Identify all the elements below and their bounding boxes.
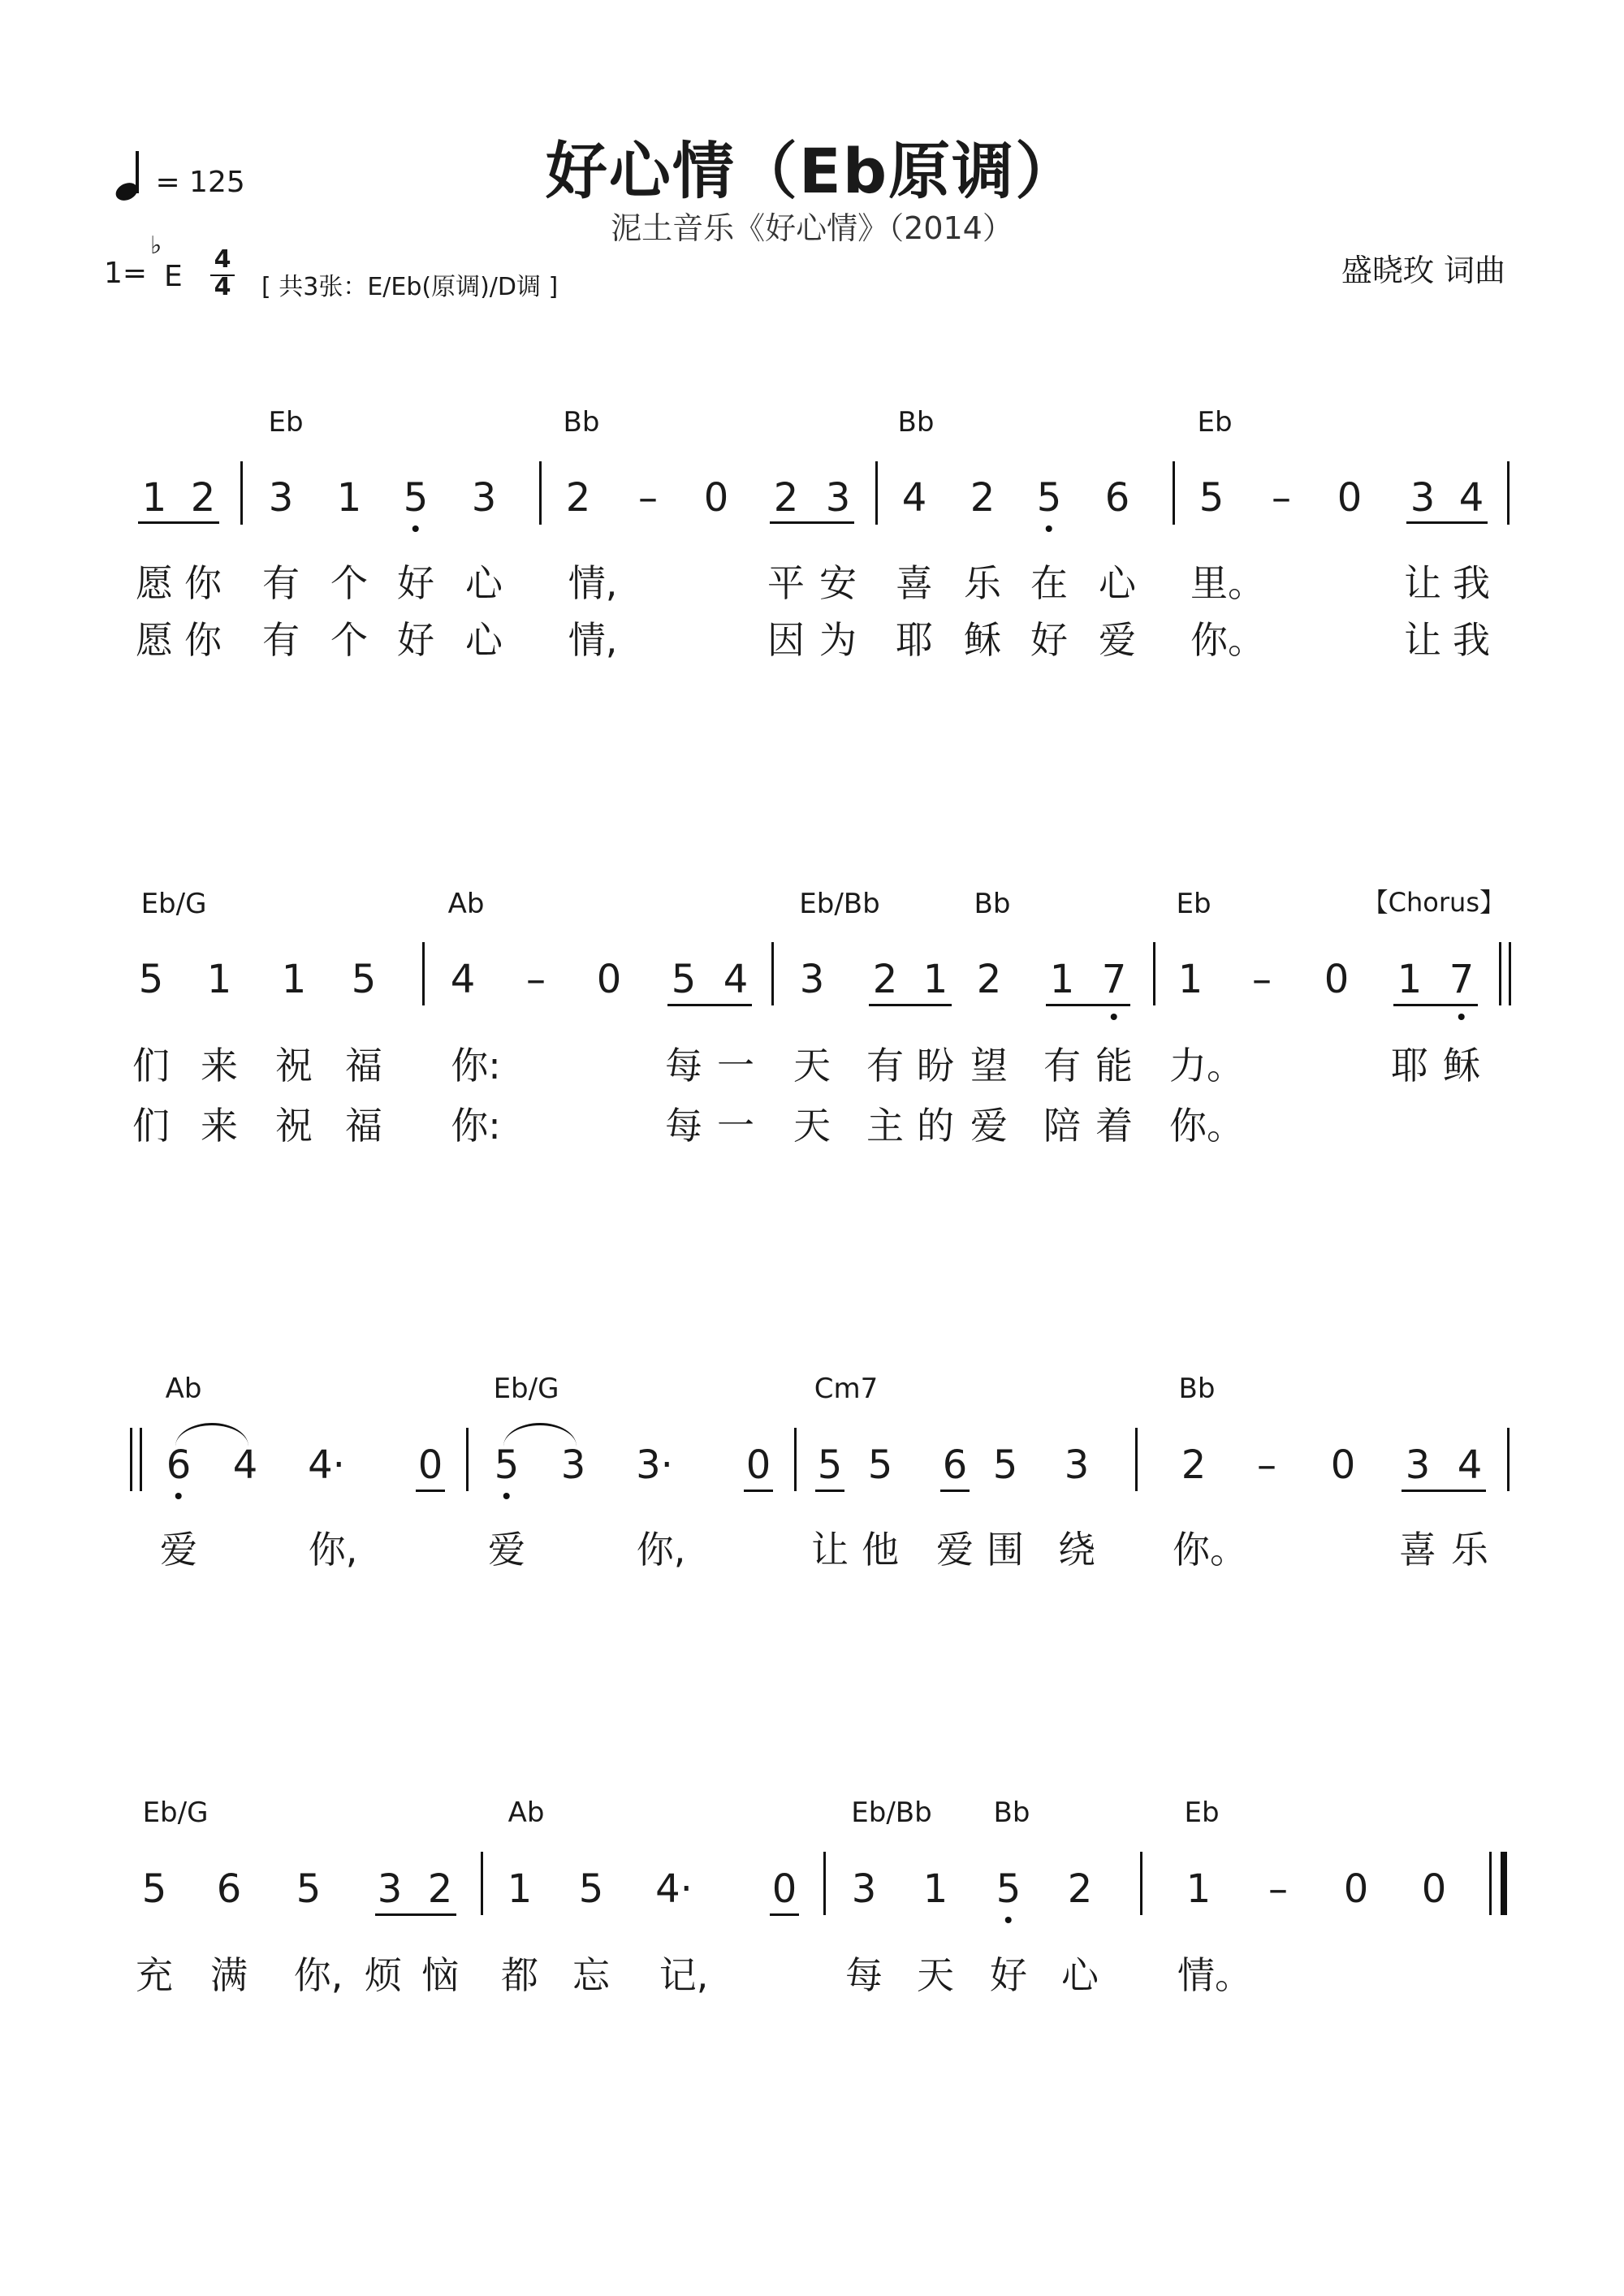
section-label: 【Chorus】 xyxy=(1362,887,1505,918)
lyric: 心 xyxy=(465,561,503,605)
beam xyxy=(1406,521,1488,524)
lyric: 能 xyxy=(1095,1044,1133,1087)
barline xyxy=(823,1852,826,1915)
lyric: 个 xyxy=(330,561,368,605)
note: 0 xyxy=(1421,1866,1447,1912)
note: 3 xyxy=(560,1442,586,1488)
lyric: 让 xyxy=(1404,561,1441,605)
lyric: 你。 xyxy=(1190,618,1265,662)
lyric: 着 xyxy=(1095,1104,1133,1148)
note: 5 xyxy=(404,475,429,521)
lyric: 有 xyxy=(866,1044,904,1087)
note: 4 xyxy=(723,957,749,1002)
note: – xyxy=(1268,1866,1288,1912)
note: 6 xyxy=(1104,475,1130,521)
note: 0 xyxy=(771,1866,797,1912)
lyric: 你。 xyxy=(1173,1528,1247,1572)
barline xyxy=(422,942,425,1005)
note: – xyxy=(1257,1442,1276,1488)
note: 1 xyxy=(922,957,948,1002)
lyric: 平 xyxy=(767,561,805,605)
lyric: 你, xyxy=(293,1953,343,1997)
lyric: 爱 xyxy=(936,1528,974,1572)
lyric: 来 xyxy=(201,1044,238,1087)
beam xyxy=(375,1913,456,1916)
note: 2 xyxy=(427,1866,453,1912)
chord: Bb xyxy=(897,406,935,439)
lyric: 福 xyxy=(345,1104,382,1148)
lyric: 喜 xyxy=(896,561,933,605)
time-signature-bottom: 4 xyxy=(214,273,231,301)
lyric: 让 xyxy=(1404,618,1441,662)
barline xyxy=(1153,942,1155,1005)
beam xyxy=(869,1004,952,1006)
lyric: 望 xyxy=(970,1044,1008,1087)
note: 4 xyxy=(1457,1442,1483,1488)
lyric: 好 xyxy=(990,1953,1027,1997)
lyric: 烦 xyxy=(365,1953,402,1997)
barline xyxy=(1135,1428,1138,1491)
lyric: 心 xyxy=(1061,1953,1099,1997)
lyric: 充 xyxy=(136,1953,173,1997)
chord: Eb xyxy=(1176,888,1212,920)
chord: Bb xyxy=(1178,1373,1216,1405)
note: 1 xyxy=(1397,957,1423,1002)
note: 0 xyxy=(745,1442,771,1488)
beam xyxy=(1046,1004,1130,1006)
note: 4· xyxy=(308,1442,345,1488)
lyric: 一 xyxy=(717,1104,754,1148)
tempo-value: = 125 xyxy=(155,166,245,199)
chord: Eb/Bb xyxy=(851,1797,932,1829)
chord: Cm7 xyxy=(814,1373,879,1405)
lyric: 让 xyxy=(811,1528,849,1572)
note: 0 xyxy=(1330,1442,1356,1488)
composer: 盛晓玫 词曲 xyxy=(1341,253,1505,288)
lyric: 的 xyxy=(917,1104,954,1148)
lyric: 喜 xyxy=(1399,1528,1436,1572)
lyric: 有 xyxy=(262,618,300,662)
note: 0 xyxy=(703,475,729,521)
lyric: 恼 xyxy=(421,1953,459,1997)
beam xyxy=(1393,1004,1478,1006)
lyric: 情, xyxy=(568,561,618,605)
lyric: 心 xyxy=(1099,561,1136,605)
lyric: 记, xyxy=(659,1953,709,1997)
lyric: 愿 xyxy=(136,618,173,662)
lyric: 我 xyxy=(1453,561,1490,605)
lyric: 们 xyxy=(132,1104,170,1148)
note: 2 xyxy=(565,475,591,521)
barline xyxy=(1509,942,1511,1005)
note: 1 xyxy=(1049,957,1075,1002)
lyric: 来 xyxy=(201,1104,238,1148)
note: 1 xyxy=(1177,957,1203,1002)
note: – xyxy=(1252,957,1272,1002)
note: 4 xyxy=(450,957,476,1002)
note: 3· xyxy=(636,1442,673,1488)
note: 3 xyxy=(471,475,497,521)
note: 2 xyxy=(970,475,996,521)
lyric: 绕 xyxy=(1058,1528,1095,1572)
lyric: 心 xyxy=(465,618,503,662)
note: 3 xyxy=(799,957,825,1002)
beam xyxy=(815,1490,844,1492)
note: 5 xyxy=(867,1442,893,1488)
beam xyxy=(744,1490,773,1492)
lyric: 你, xyxy=(636,1528,686,1572)
time-signature-top: 4 xyxy=(214,245,231,274)
barline xyxy=(1499,942,1501,1005)
lyric: 每 xyxy=(665,1104,702,1148)
note: 1 xyxy=(922,1866,948,1912)
key-flat-sign: ♭ xyxy=(150,231,162,260)
note: 4 xyxy=(232,1442,258,1488)
lyric: 他 xyxy=(862,1528,899,1572)
note: 7 xyxy=(1449,957,1475,1002)
lyric: 都 xyxy=(501,1953,538,1997)
chord: Bb xyxy=(974,888,1011,920)
lyric: 每 xyxy=(845,1953,883,1997)
lyric: 你 xyxy=(184,561,222,605)
lyric: 每 xyxy=(665,1044,702,1087)
chord: Ab xyxy=(165,1373,202,1405)
lyric: 力。 xyxy=(1169,1044,1244,1087)
note: 2 xyxy=(872,957,898,1002)
chord: Eb xyxy=(1184,1797,1220,1829)
lyric: 因 xyxy=(767,618,805,662)
lyric: 好 xyxy=(397,561,434,605)
lyric: 你, xyxy=(308,1528,358,1572)
lyric: 情。 xyxy=(1177,1953,1252,1997)
beam xyxy=(667,1004,752,1006)
note: 2 xyxy=(976,957,1002,1002)
note: 5 xyxy=(1199,475,1224,521)
lyric: 你 xyxy=(184,618,222,662)
note: 5 xyxy=(495,1442,520,1488)
note: 5 xyxy=(141,1866,167,1912)
quarter-note-icon xyxy=(114,153,146,201)
note: 2 xyxy=(190,475,216,521)
lyric: 爱 xyxy=(1099,618,1136,662)
lyric: 有 xyxy=(1043,1044,1081,1087)
key-letter: E xyxy=(164,260,183,293)
lyric: 你: xyxy=(451,1044,501,1087)
lyric: 耶 xyxy=(1391,1044,1428,1087)
tempo-marking xyxy=(114,153,245,201)
lyric: 陪 xyxy=(1043,1104,1081,1148)
note: 5 xyxy=(351,957,377,1002)
note: 1 xyxy=(507,1866,533,1912)
chord: Eb/G xyxy=(142,1797,209,1829)
lyric: 爱 xyxy=(488,1528,525,1572)
note: 5 xyxy=(671,957,697,1002)
note: – xyxy=(1272,475,1291,521)
chord: Eb xyxy=(268,406,304,439)
barline xyxy=(1173,461,1175,525)
note: 3 xyxy=(825,475,851,521)
lyric: 盼 xyxy=(917,1044,954,1087)
note: 0 xyxy=(1324,957,1350,1002)
lyric: 你。 xyxy=(1169,1104,1244,1148)
chord: Eb/G xyxy=(493,1373,559,1405)
note: 3 xyxy=(851,1866,877,1912)
lyric: 在 xyxy=(1030,561,1068,605)
note: 5 xyxy=(992,1442,1018,1488)
note: 6 xyxy=(216,1866,242,1912)
lyric: 爱 xyxy=(160,1528,197,1572)
note: 4· xyxy=(655,1866,693,1912)
chord: Eb xyxy=(1197,406,1233,439)
note: 1 xyxy=(336,475,362,521)
lyric: 好 xyxy=(397,618,434,662)
chord: Bb xyxy=(993,1797,1030,1829)
key-prefix: 1= xyxy=(104,257,148,290)
note: 3 xyxy=(1405,1442,1431,1488)
note: 5 xyxy=(296,1866,322,1912)
beam xyxy=(770,521,854,524)
lyric: 个 xyxy=(330,618,368,662)
barline xyxy=(1140,1852,1142,1915)
barline xyxy=(240,461,243,525)
lyric: 有 xyxy=(262,561,300,605)
lyric: 天 xyxy=(917,1953,954,1997)
barline xyxy=(140,1428,142,1491)
note: – xyxy=(526,957,546,1002)
note: 0 xyxy=(417,1442,443,1488)
note: 1 xyxy=(281,957,307,1002)
lyric: 愿 xyxy=(136,561,173,605)
lyric: 为 xyxy=(819,618,857,662)
lyric: 乐 xyxy=(964,561,1001,605)
barline xyxy=(771,942,774,1005)
lyric: 祝 xyxy=(275,1044,313,1087)
lyric: 爱 xyxy=(970,1104,1008,1148)
lyric: 好 xyxy=(1030,618,1068,662)
subtitle: 泥土音乐《好心情》（2014） xyxy=(611,210,1013,246)
chord: Ab xyxy=(447,888,485,920)
note: 3 xyxy=(377,1866,403,1912)
note: 5 xyxy=(138,957,164,1002)
barline xyxy=(1507,461,1510,525)
barline xyxy=(1489,1852,1492,1915)
lyric: 安 xyxy=(819,561,857,605)
note: 0 xyxy=(1343,1866,1369,1912)
lyric: 满 xyxy=(210,1953,248,1997)
lyric: 祝 xyxy=(275,1104,313,1148)
note: 5 xyxy=(578,1866,604,1912)
page-title: 好心情（Eb原调） xyxy=(545,135,1079,207)
barline xyxy=(1507,1428,1510,1491)
note: – xyxy=(638,475,658,521)
note: 5 xyxy=(996,1866,1021,1912)
lyric: 主 xyxy=(866,1104,904,1148)
lyric: 你: xyxy=(451,1104,501,1148)
chord: Ab xyxy=(508,1797,545,1829)
final-barline xyxy=(1501,1852,1507,1915)
barline xyxy=(539,461,542,525)
note: 1 xyxy=(141,475,167,521)
beam xyxy=(940,1490,970,1492)
lyric: 天 xyxy=(793,1104,831,1148)
lyric: 情, xyxy=(568,618,618,662)
note: 4 xyxy=(1458,475,1484,521)
note: 5 xyxy=(817,1442,843,1488)
lyric: 天 xyxy=(793,1044,831,1087)
note: 4 xyxy=(901,475,927,521)
lyric: 耶 xyxy=(896,618,933,662)
lyric: 里。 xyxy=(1190,561,1265,605)
chord: Eb/Bb xyxy=(799,888,880,920)
note: 0 xyxy=(1337,475,1363,521)
lyric: 稣 xyxy=(1443,1044,1480,1087)
note: 2 xyxy=(1181,1442,1207,1488)
note: 3 xyxy=(268,475,294,521)
beam xyxy=(1402,1490,1486,1492)
note: 2 xyxy=(1067,1866,1093,1912)
note: 1 xyxy=(1186,1866,1212,1912)
note: 7 xyxy=(1102,957,1127,1002)
note: 1 xyxy=(206,957,232,1002)
note: 3 xyxy=(1410,475,1436,521)
lyric: 忘 xyxy=(572,1953,610,1997)
note: 3 xyxy=(1064,1442,1090,1488)
barline xyxy=(130,1428,132,1491)
barline xyxy=(875,461,878,525)
barline xyxy=(794,1428,797,1491)
beam xyxy=(416,1490,445,1492)
note: 5 xyxy=(1037,475,1062,521)
lyric: 们 xyxy=(132,1044,170,1087)
barline xyxy=(466,1428,469,1491)
note: 6 xyxy=(166,1442,192,1488)
lyric: 一 xyxy=(717,1044,754,1087)
key-note: [ 共3张：E/Eb(原调)/D调 ] xyxy=(261,273,559,301)
lyric: 乐 xyxy=(1451,1528,1488,1572)
barline xyxy=(481,1852,483,1915)
beam xyxy=(770,1913,799,1916)
lyric: 福 xyxy=(345,1044,382,1087)
note: 2 xyxy=(773,475,799,521)
lyric: 围 xyxy=(987,1528,1024,1572)
chord: Bb xyxy=(563,406,600,439)
lyric: 我 xyxy=(1453,618,1490,662)
note: 0 xyxy=(596,957,622,1002)
lyric: 稣 xyxy=(964,618,1001,662)
chord: Eb/G xyxy=(140,888,207,920)
beam xyxy=(138,521,219,524)
note: 6 xyxy=(942,1442,968,1488)
